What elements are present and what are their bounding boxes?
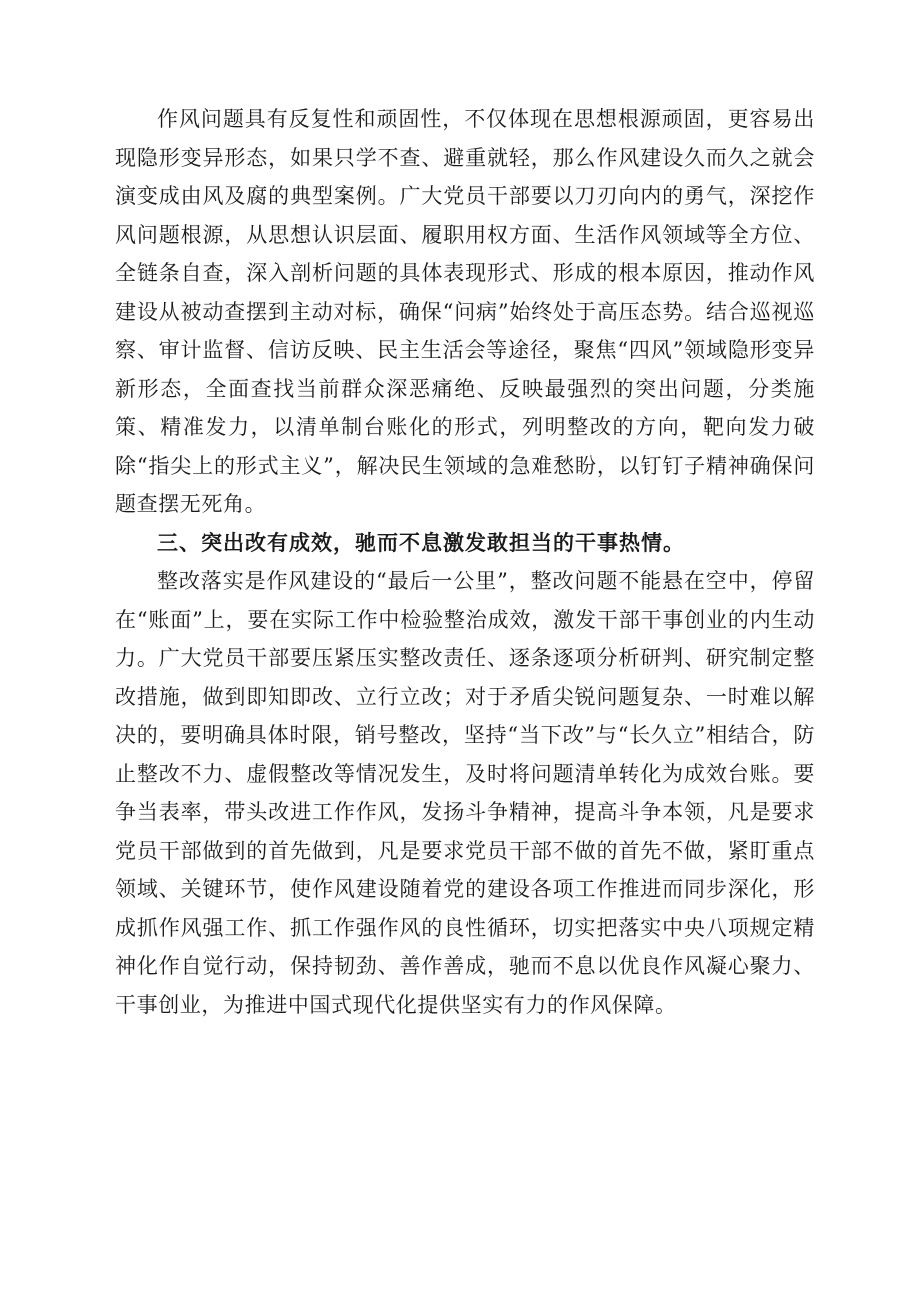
document-body: [115, 100, 815, 1024]
body-paragraph: 作风问题具有反复性和顽固性，不仅体现在思想根源顽固，更容易出现隐形变异形态，如果只学不查、避重就轻，那么作风建设久而久之就会演变成由风及腐的典型案例。广大党员干部要以刀刃向内的勇气，深挖作风问题根源，从思想认识层面、履职用权方面、生活作风领域等全方位、全链条自查，深入剖析问题的具体表现形式、形成的根本原因，推动作风建设从被动查摆到主动对标，确保“问病”始终处于高压态势。结合巡视巡察、审计监督、信访反映、民主生活会等途径，聚焦“四风”领域隐形变异新形态，全面查找当前群众深恶痛绝、反映最强烈的突出问题，分类施策、精准发力，以清单制台账化的形式，列明整改的方向，靶向发力破除“指尖上的形式主义”，解决民生领域的急难愁盼，以钉钉子精神确保问题查摆无死角。: [115, 107, 815, 516]
section-heading: 三、突出改有成效，驰而不息激发敢担当的干事热情。: [157, 530, 685, 555]
body-paragraph: 整改落实是作风建设的“最后一公里”，整改问题不能悬在空中，停留在“账面”上，要在实际工作中检验整治成效，激发干部干事创业的内生动力。广大党员干部要压紧压实整改责任、逐条逐项分析研判、研究制定整改措施，做到即知即改、立行立改；对于矛盾尖锐问题复杂、一时难以解决的，要明确具体时限，销号整改，坚持“当下改”与“长久立”相结合，防止整改不力、虚假整改等情况发生，及时将问题清单转化为成效台账。要争当表率，带头改进工作作风，发扬斗争精神，提高斗争本领，凡是要求党员干部做到的首先做到，凡是要求党员干部不做的首先不做，紧盯重点领域、关键环节，使作风建设随着党的建设各项工作推进而同步深化，形成抓作风强工作、抓工作强作风的良性循环，切实把落实中央八项规定精神化作自觉行动，保持韧劲、善作善成，驰而不息以优良作风凝心聚力、干事创业，为推进中国式现代化提供坚实有力的作风保障。: [115, 569, 815, 1017]
